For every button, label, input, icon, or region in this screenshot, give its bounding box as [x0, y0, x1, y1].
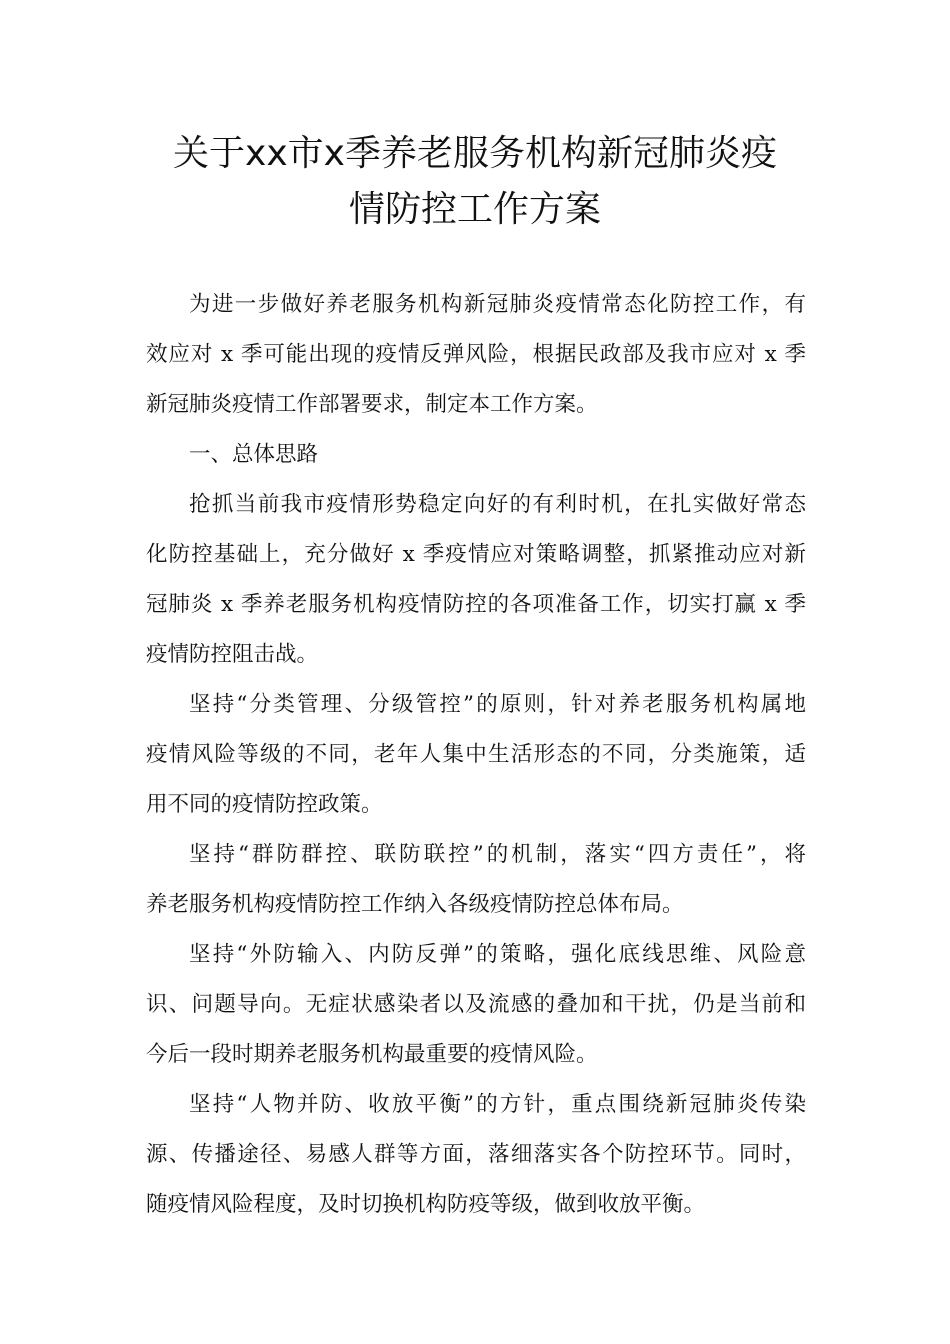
text-line: 新冠肺炎疫情工作部署要求，制定本工作方案。	[146, 392, 598, 417]
text-line: 源、传播途径、易感人群等方面，落细落实各个防控环节。同时，	[146, 1142, 806, 1167]
section-heading	[146, 430, 806, 480]
text-line: 坚持“外防输入、内防反弹”的策略，强化底线思维、风险意	[189, 942, 806, 967]
document-body	[146, 280, 806, 1230]
text-line: 坚持“人物并防、收放平衡”的方针，重点围绕新冠肺炎传染	[189, 1092, 806, 1117]
text-line: 效应对 x 季可能出现的疫情反弹风险，根据民政部及我市应对 x 季	[146, 342, 806, 367]
text-line: 冠肺炎 x 季养老服务机构疫情防控的各项准备工作，切实打赢 x 季	[146, 592, 806, 617]
text-line: 疫情防控阻击战。	[146, 642, 319, 667]
text-line: 抢抓当前我市疫情形势稳定向好的有利时机，在扎实做好常态	[189, 492, 806, 517]
text-line: 养老服务机构疫情防控工作纳入各级疫情防控总体布局。	[146, 892, 684, 917]
text-line: 坚持“群防群控、联防联控”的机制，落实“四方责任”，将	[189, 842, 806, 867]
paragraph-intro	[146, 280, 806, 430]
text-line: 为进一步做好养老服务机构新冠肺炎疫情常态化防控工作，有	[189, 292, 806, 317]
title-line: 情防控工作方案	[348, 189, 601, 230]
text-line: 化防控基础上，充分做好 x 季疫情应对策略调整，抓紧推动应对新	[146, 542, 806, 567]
text-line: 一、总体思路	[189, 442, 319, 467]
text-line: 疫情风险等级的不同，老年人集中生活形态的不同，分类施策，适	[146, 742, 806, 767]
paragraph-overview	[146, 480, 806, 680]
paragraph-principle-1	[146, 680, 806, 830]
title-line: 关于xx市x季养老服务机构新冠肺炎疫	[173, 133, 777, 174]
text-line: 用不同的疫情防控政策。	[146, 792, 383, 817]
paragraph-principle-4	[146, 1080, 806, 1230]
text-line: 识、问题导向。无症状感染者以及流感的叠加和干扰，仍是当前和	[146, 992, 806, 1017]
paragraph-principle-3	[146, 930, 806, 1080]
text-line: 随疫情风险程度，及时切换机构防疫等级，做到收放平衡。	[146, 1192, 706, 1217]
paragraph-principle-2	[146, 830, 806, 930]
text-line: 今后一段时期养老服务机构最重要的疫情风险。	[146, 1042, 598, 1067]
text-line: 坚持“分类管理、分级管控”的原则，针对养老服务机构属地	[189, 692, 806, 717]
document-title	[120, 126, 830, 238]
